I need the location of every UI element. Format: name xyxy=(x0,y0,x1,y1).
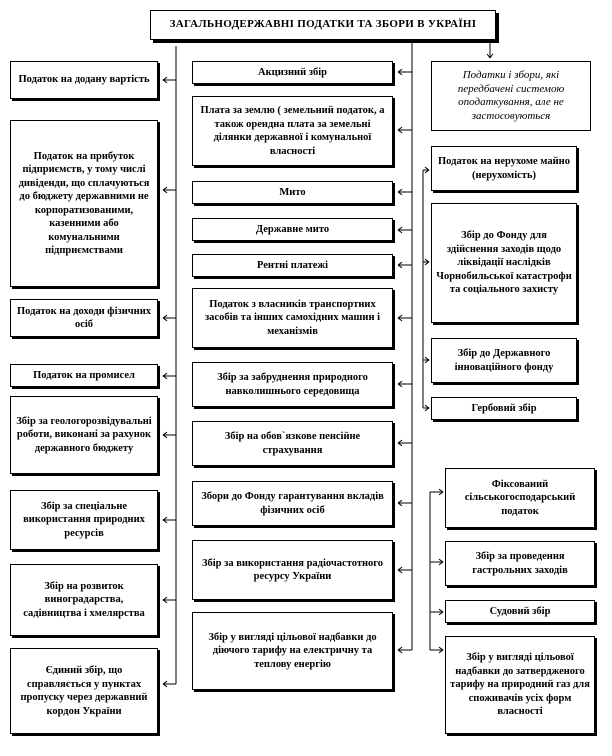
center-box-radio-frequency-fee: Збір за використання радіочастотного ресурсу України xyxy=(192,540,393,600)
right-box-tour-events-fee: Збір за проведення гастрольних заходів xyxy=(445,541,595,586)
left-box-trade-tax: Податок на промисел xyxy=(10,364,158,387)
center-box-deposit-guarantee-fee: Збори до Фонду гарантування вкладів фізичних осіб xyxy=(192,481,393,526)
center-box-vehicle-tax: Податок з власників транспортних засобів та інших самохідних машин і механізмів xyxy=(192,288,393,348)
diagram-title: ЗАГАЛЬНОДЕРЖАВНІ ПОДАТКИ ТА ЗБОРИ В УКРАЇНІ xyxy=(150,10,496,40)
right-box-innovation-fund-fee: Збір до Державного інноваційного фонду xyxy=(431,338,577,383)
right-box-court-fee: Судовий збір xyxy=(445,600,595,623)
center-box-state-duty: Державне мито xyxy=(192,218,393,241)
right-box-real-estate-tax: Податок на нерухоме майно (нерухомість) xyxy=(431,146,577,191)
left-box-border-fee: Єдиний збір, що справляється у пунктах пропуску через державний кордон України xyxy=(10,648,158,734)
right-box-gas-tariff-fee: Збір у вигляді цільової надбавки до затвердженого тарифу на природний газ для споживачів усіх форм власності xyxy=(445,636,595,734)
right-box-chernobyl-fund-fee: Збір до Фонду для здійснення заходів щодо ліквідації наслідків Чорнобильської катастрофи та соціального захисту xyxy=(431,203,577,323)
center-box-pension-fee: Збір на обов`язкове пенсійне страхування xyxy=(192,421,393,466)
left-box-profit-tax: Податок на прибуток підприємств, у тому числі дивіденди, що сплачуються до бюджету державними не корпоратизованими, казенними або комунальними підприємствами xyxy=(10,120,158,287)
center-box-duty: Мито xyxy=(192,181,393,204)
right-box-stamp-duty: Гербовий збір xyxy=(431,397,577,420)
center-box-excise: Акцизний збір xyxy=(192,61,393,84)
right-box-fixed-agricultural-tax: Фіксований сільськогосподарський податок xyxy=(445,468,595,528)
left-box-natural-resources-fee: Збір за спеціальне використання природних ресурсів xyxy=(10,490,158,550)
left-box-personal-income-tax: Податок на доходи фізичних осіб xyxy=(10,299,158,337)
center-box-energy-tariff-fee: Збір у вигляді цільової надбавки до діючого тарифу на електричну та теплову енергію xyxy=(192,612,393,690)
center-box-rent-payments: Рентні платежі xyxy=(192,254,393,277)
center-box-land-payment: Плата за землю ( земельний податок, а також орендна плата за земельні ділянки державної і комунальної власності xyxy=(192,96,393,166)
left-box-vat: Податок на додану вартість xyxy=(10,61,158,99)
left-box-viticulture-fee: Збір на розвиток виноградарства, садівництва і хмелярства xyxy=(10,564,158,636)
left-box-geology-fee: Збір за геологорозвідувальні роботи, виконані за рахунок державного бюджету xyxy=(10,396,158,474)
center-box-pollution-fee: Збір за забруднення природного навколишнього середовища xyxy=(192,362,393,407)
right-note-unapplied-taxes: Податки і збори, які передбачені системою оподаткування, але не застосовуються xyxy=(431,61,591,131)
